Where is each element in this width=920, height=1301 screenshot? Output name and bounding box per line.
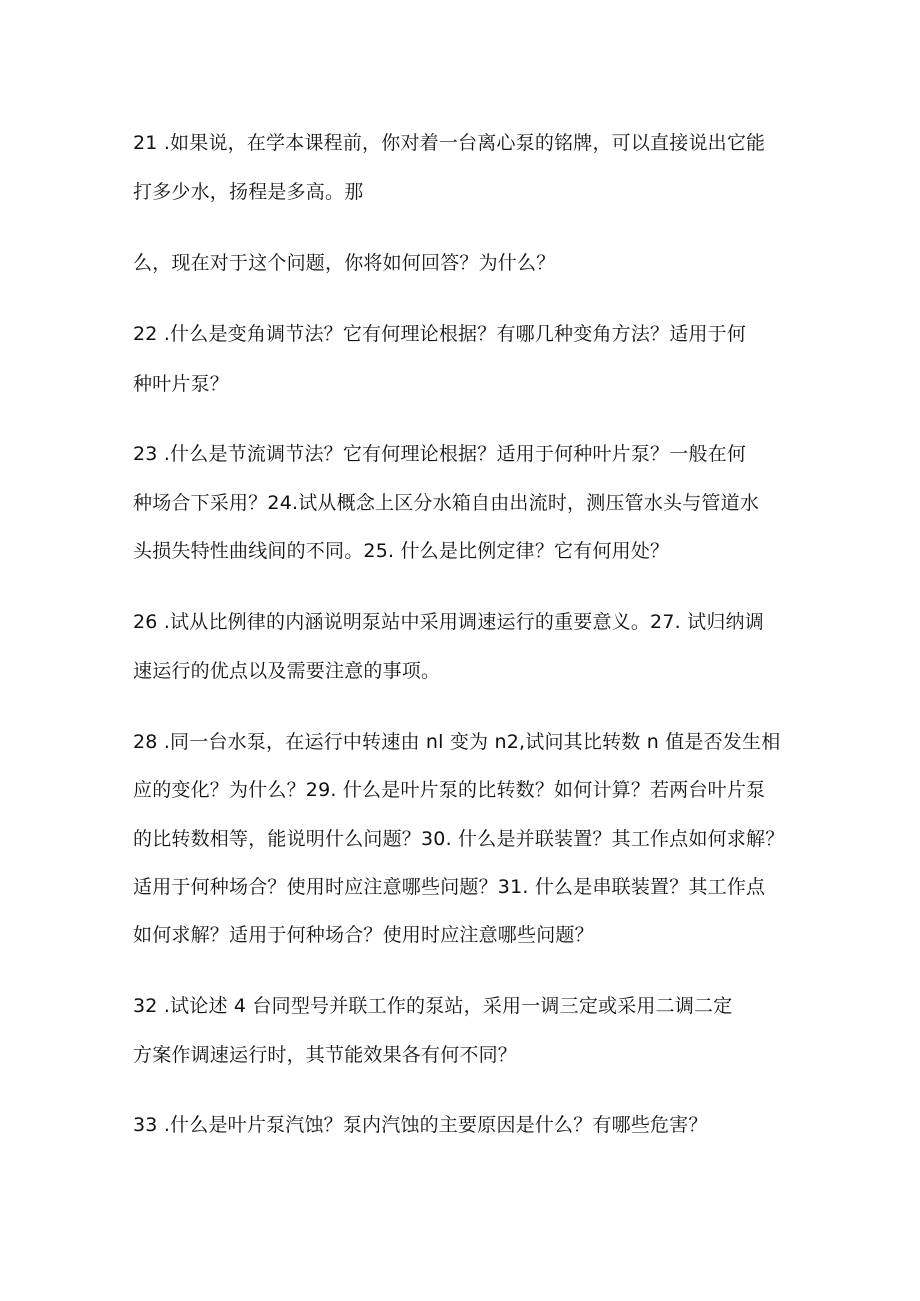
- text-line-q28-a: 28 .同一台水泵，在运行中转速由 nl 变为 n2,试问其比转数 n 值是否发生相: [133, 731, 781, 753]
- text-line-q33-a: 33 .什么是叶片泵汽蚀？泵内汽蚀的主要原因是什么？有哪些危害？: [133, 1114, 708, 1136]
- text-line-q21-b: 打多少水，扬程是多高。那: [133, 181, 364, 203]
- text-line-q28-c: 的比转数相等，能说明什么问题？30. 什么是并联装置？其工作点如何求解？: [133, 828, 785, 850]
- text-line-q21-a: 21 .如果说，在学本课程前，你对着一台离心泵的铭牌，可以直接说出它能: [133, 132, 766, 154]
- text-line-q21-c: 么，现在对于这个问题，你将如何回答？为什么？: [133, 252, 556, 274]
- text-line-q28-d: 适用于何种场合？使用时应注意哪些问题？31. 什么是串联装置？其工作点: [133, 876, 766, 898]
- text-line-q28-e: 如何求解？适用于何种场合？使用时应注意哪些问题？: [133, 924, 594, 946]
- text-line-q22-a: 22 .什么是变角调节法？它有何理论根据？有哪几种变角方法？适用于何: [133, 323, 747, 345]
- text-line-q22-b: 种叶片泵？: [133, 373, 230, 395]
- text-line-q23-a: 23 .什么是节流调节法？它有何理论根据？适用于何种叶片泵？一般在何: [133, 443, 747, 465]
- text-line-q28-b: 应的变化？为什么？29. 什么是叶片泵的比转数？如何计算？若两台叶片泵: [133, 779, 766, 801]
- text-line-q32-a: 32 .试论述 4 台同型号并联工作的泵站，采用一调三定或采用二调二定: [133, 995, 733, 1017]
- text-line-q23-b: 种场合下采用？24.试从概念上区分水箱自由出流时，测压管水头与管道水: [133, 492, 760, 514]
- text-line-q32-b: 方案作调速运行时，其节能效果各有何不同？: [133, 1044, 518, 1066]
- text-line-q26-b: 速运行的优点以及需要注意的事项。: [133, 660, 441, 682]
- text-line-q26-a: 26 .试从比例律的内涵说明泵站中采用调速运行的重要意义。27. 试归纳调: [133, 611, 764, 633]
- text-line-q23-c: 头损失特性曲线间的不同。25. 什么是比例定律？它有何用处？: [133, 540, 670, 562]
